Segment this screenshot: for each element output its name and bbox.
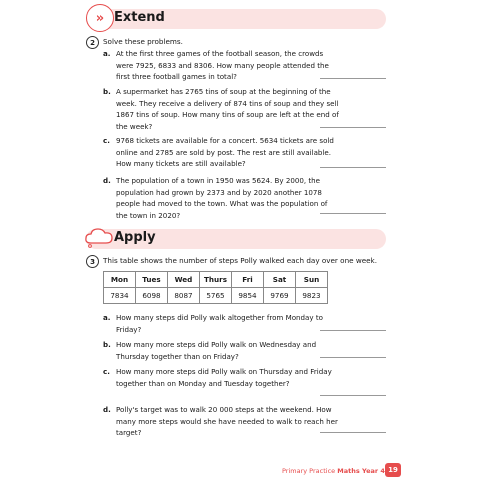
table-header: Wed <box>168 272 200 288</box>
table-cell: 9769 <box>264 288 296 304</box>
extend-banner <box>86 9 386 29</box>
item-text: Polly's target was to walk 20 000 steps at the weekend. How many more steps would she have needed to walk to reach her target? <box>116 405 338 437</box>
item-text: The population of a town in 1950 was 5624. By 2000, the population had grown by 2373 and by 2020 another 1078 people had moved to the town. What was the population of the town in 2020? <box>116 176 328 220</box>
item-letter: b. <box>103 87 111 96</box>
item-letter: c. <box>103 367 110 376</box>
table-header: Mon <box>104 272 136 288</box>
answer-line[interactable] <box>320 432 386 433</box>
table-cell: 9854 <box>232 288 264 304</box>
item-text: A supermarket has 2765 tins of soup at the beginning of the week. They receive a delivery of 874 tins of soup and they sell 1867 tins of soup. How many tins of soup are left at the end of the week? <box>116 87 339 131</box>
extend-intro: Solve these problems. <box>103 37 183 46</box>
item-text: At the first three games of the football season, the crowds were 7925, 6833 and 8306. How many people attended the first three football games in total? <box>116 49 329 81</box>
table-header: Thurs <box>200 272 232 288</box>
table-header: Fri <box>232 272 264 288</box>
item-letter: d. <box>103 176 111 185</box>
item-letter: c. <box>103 136 110 145</box>
table-cell: 5765 <box>200 288 232 304</box>
item-text: How many steps did Polly walk altogether from Monday to Friday? <box>116 313 323 334</box>
double-chevron-icon: » <box>86 4 114 32</box>
apply-intro: This table shows the number of steps Polly walked each day over one week. <box>103 256 377 265</box>
table-header: Sat <box>264 272 296 288</box>
table-cell: 9823 <box>296 288 328 304</box>
answer-line[interactable] <box>320 167 386 168</box>
footer-subject: Maths Year 4 <box>337 467 385 475</box>
item-letter: a. <box>103 313 111 322</box>
table-header: Tues <box>136 272 168 288</box>
cloud-icon <box>84 226 114 248</box>
item-letter: b. <box>103 340 111 349</box>
answer-line[interactable] <box>320 78 386 79</box>
table-cell: 6098 <box>136 288 168 304</box>
table-header-row <box>104 272 328 288</box>
table-cell: 7834 <box>104 288 136 304</box>
item-text: How many more steps did Polly walk on Wednesday and Thursday together than on Friday? <box>116 340 317 361</box>
item-text: 9768 tickets are available for a concert. 5634 tickets are sold online and 2785 are sold by post. The rest are still available. How many tickets are still available? <box>116 136 334 168</box>
answer-line[interactable] <box>320 357 386 358</box>
table-cell: 8087 <box>168 288 200 304</box>
item-letter: d. <box>103 405 111 414</box>
page-footer <box>282 467 385 475</box>
question-number-2: 2 <box>86 36 99 49</box>
apply-title: Apply <box>114 230 156 245</box>
item-text: How many more steps did Polly walk on Thursday and Friday together than on Monday and Tuesday together? <box>116 367 332 388</box>
answer-line[interactable] <box>320 213 386 214</box>
table-header: Sun <box>296 272 328 288</box>
steps-table <box>103 271 328 304</box>
apply-banner <box>86 229 386 249</box>
question-number-3: 3 <box>86 255 99 268</box>
answer-line[interactable] <box>320 395 386 396</box>
table-row <box>104 288 328 304</box>
page-number: 19 <box>385 463 401 477</box>
answer-line[interactable] <box>320 330 386 331</box>
footer-series: Primary Practice <box>282 467 336 475</box>
extend-title: Extend <box>114 10 165 25</box>
answer-line[interactable] <box>320 127 386 128</box>
item-letter: a. <box>103 49 111 58</box>
